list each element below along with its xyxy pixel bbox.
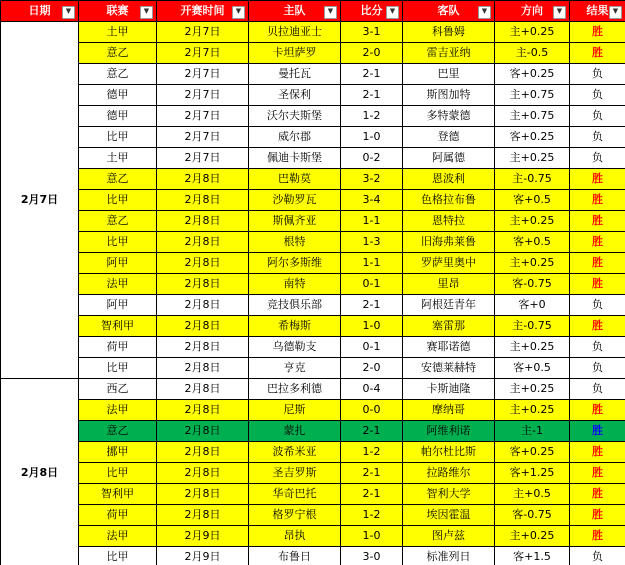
- cell-score: 3-0: [341, 547, 403, 565]
- cell-away-team: 登德: [403, 127, 495, 148]
- cell-direction: 客+0.5: [495, 358, 570, 379]
- cell-kickoff-time: 2月7日: [157, 127, 249, 148]
- cell-league: 法甲: [79, 274, 157, 295]
- cell-league: 德甲: [79, 85, 157, 106]
- cell-away-team: 埃因霍温: [403, 505, 495, 526]
- cell-result: 胜: [570, 232, 625, 253]
- cell-home-team: 华奇巴托: [249, 484, 341, 505]
- cell-home-team: 亨克: [249, 358, 341, 379]
- cell-away-team: 色格拉布鲁: [403, 190, 495, 211]
- table-row[interactable]: [1, 64, 625, 85]
- column-header-kickoff-time[interactable]: [157, 1, 249, 22]
- cell-kickoff-time: 2月8日: [157, 463, 249, 484]
- cell-away-team: 阿维利诺: [403, 421, 495, 442]
- cell-league: 比甲: [79, 127, 157, 148]
- cell-away-team: 多特蒙德: [403, 106, 495, 127]
- cell-score: 0-0: [341, 400, 403, 421]
- cell-score: 1-0: [341, 526, 403, 547]
- cell-result: 胜: [570, 211, 625, 232]
- table-row[interactable]: [1, 463, 625, 484]
- cell-direction: 主+0.25: [495, 211, 570, 232]
- cell-league: 法甲: [79, 400, 157, 421]
- cell-result: 负: [570, 547, 625, 565]
- cell-result: 胜: [570, 316, 625, 337]
- cell-direction: 客-0.75: [495, 274, 570, 295]
- cell-away-team: 阿属德: [403, 148, 495, 169]
- cell-home-team: 根特: [249, 232, 341, 253]
- cell-kickoff-time: 2月8日: [157, 232, 249, 253]
- cell-direction: 主+0.25: [495, 148, 570, 169]
- cell-home-team: 圣保利: [249, 85, 341, 106]
- cell-score: 1-2: [341, 505, 403, 526]
- cell-away-team: 摩纳哥: [403, 400, 495, 421]
- cell-home-team: 佩迪卡斯堡: [249, 148, 341, 169]
- cell-score: 2-1: [341, 463, 403, 484]
- table-row[interactable]: [1, 421, 625, 442]
- table-row[interactable]: [1, 43, 625, 64]
- cell-direction: 客+1.25: [495, 463, 570, 484]
- cell-away-team: 罗萨里奥中: [403, 253, 495, 274]
- cell-direction: 客+0.25: [495, 64, 570, 85]
- cell-score: 0-1: [341, 337, 403, 358]
- cell-result: 胜: [570, 421, 625, 442]
- cell-home-team: 曼托瓦: [249, 64, 341, 85]
- cell-kickoff-time: 2月8日: [157, 442, 249, 463]
- cell-home-team: 圣吉罗斯: [249, 463, 341, 484]
- date-group-cell: 2月8日: [1, 379, 79, 565]
- cell-result: 负: [570, 64, 625, 85]
- cell-score: 2-1: [341, 295, 403, 316]
- cell-score: 0-4: [341, 379, 403, 400]
- cell-away-team: 图卢兹: [403, 526, 495, 547]
- cell-league: 德甲: [79, 106, 157, 127]
- cell-league: 荷甲: [79, 337, 157, 358]
- cell-score: 1-2: [341, 106, 403, 127]
- cell-result: 负: [570, 337, 625, 358]
- cell-home-team: 阿尔多斯维: [249, 253, 341, 274]
- cell-kickoff-time: 2月8日: [157, 358, 249, 379]
- table-row[interactable]: [1, 148, 625, 169]
- cell-league: 土甲: [79, 148, 157, 169]
- table-row[interactable]: [1, 442, 625, 463]
- cell-score: 1-0: [341, 127, 403, 148]
- cell-result: 负: [570, 295, 625, 316]
- cell-home-team: 卡坦萨罗: [249, 43, 341, 64]
- date-group-cell: 2月7日: [1, 22, 79, 379]
- cell-direction: 主-1: [495, 421, 570, 442]
- filter-dropdown-icon[interactable]: ▼: [609, 6, 622, 19]
- cell-home-team: 沙勒罗瓦: [249, 190, 341, 211]
- cell-score: 2-1: [341, 421, 403, 442]
- column-header-league[interactable]: [79, 1, 157, 22]
- cell-away-team: 恩特拉: [403, 211, 495, 232]
- cell-direction: 主-0.75: [495, 169, 570, 190]
- cell-direction: 主+0.25: [495, 253, 570, 274]
- cell-league: 挪甲: [79, 442, 157, 463]
- column-header-date[interactable]: [1, 1, 79, 22]
- column-header-date-label: 日期: [28, 4, 51, 17]
- cell-score: 1-3: [341, 232, 403, 253]
- table-row[interactable]: [1, 211, 625, 232]
- cell-score: 1-0: [341, 316, 403, 337]
- cell-direction: 主+0.25: [495, 400, 570, 421]
- cell-direction: 主+0.75: [495, 106, 570, 127]
- table-row[interactable]: [1, 526, 625, 547]
- cell-home-team: 昂执: [249, 526, 341, 547]
- cell-league: 比甲: [79, 547, 157, 565]
- column-header-home-team[interactable]: [249, 1, 341, 22]
- cell-kickoff-time: 2月7日: [157, 22, 249, 43]
- cell-league: 阿甲: [79, 295, 157, 316]
- cell-kickoff-time: 2月7日: [157, 106, 249, 127]
- table-row[interactable]: [1, 190, 625, 211]
- table-row[interactable]: [1, 22, 625, 43]
- cell-home-team: 蒙扎: [249, 421, 341, 442]
- cell-league: 智利甲: [79, 484, 157, 505]
- cell-kickoff-time: 2月8日: [157, 484, 249, 505]
- cell-kickoff-time: 2月8日: [157, 190, 249, 211]
- cell-home-team: 希梅斯: [249, 316, 341, 337]
- cell-kickoff-time: 2月8日: [157, 274, 249, 295]
- filter-dropdown-icon[interactable]: ▼: [140, 6, 153, 19]
- cell-league: 法甲: [79, 526, 157, 547]
- cell-league: 比甲: [79, 358, 157, 379]
- filter-dropdown-icon[interactable]: ▼: [324, 6, 337, 19]
- cell-direction: 客+0.5: [495, 232, 570, 253]
- cell-away-team: 斯图加特: [403, 85, 495, 106]
- cell-away-team: 拉路维尔: [403, 463, 495, 484]
- cell-league: 比甲: [79, 232, 157, 253]
- cell-league: 意乙: [79, 211, 157, 232]
- cell-league: 智利甲: [79, 316, 157, 337]
- table-row[interactable]: [1, 484, 625, 505]
- cell-away-team: 巴里: [403, 64, 495, 85]
- cell-kickoff-time: 2月9日: [157, 547, 249, 565]
- table-row[interactable]: [1, 505, 625, 526]
- filter-dropdown-icon[interactable]: ▼: [62, 6, 75, 19]
- table-row[interactable]: [1, 400, 625, 421]
- cell-score: 2-0: [341, 358, 403, 379]
- column-header-result-label: 结果: [586, 4, 609, 17]
- cell-score: 2-1: [341, 484, 403, 505]
- cell-direction: 主-0.75: [495, 316, 570, 337]
- table-row[interactable]: [1, 85, 625, 106]
- cell-kickoff-time: 2月8日: [157, 400, 249, 421]
- cell-result: 胜: [570, 274, 625, 295]
- cell-direction: 客+0.5: [495, 190, 570, 211]
- column-header-home-team-label: 主队: [283, 4, 306, 17]
- cell-score: 1-2: [341, 442, 403, 463]
- cell-result: 胜: [570, 22, 625, 43]
- cell-away-team: 恩波利: [403, 169, 495, 190]
- cell-league: 比甲: [79, 190, 157, 211]
- cell-direction: 主-0.5: [495, 43, 570, 64]
- cell-home-team: 斯佩齐亚: [249, 211, 341, 232]
- cell-direction: 主+0.25: [495, 526, 570, 547]
- cell-kickoff-time: 2月7日: [157, 64, 249, 85]
- cell-direction: 主+0.25: [495, 22, 570, 43]
- filter-dropdown-icon[interactable]: ▼: [386, 6, 399, 19]
- cell-score: 1-1: [341, 211, 403, 232]
- header-row: [1, 1, 625, 22]
- cell-direction: 客+0.25: [495, 127, 570, 148]
- column-header-away-team-label: 客队: [437, 4, 460, 17]
- cell-result: 胜: [570, 400, 625, 421]
- table-row[interactable]: [1, 127, 625, 148]
- table-row[interactable]: [1, 358, 625, 379]
- cell-kickoff-time: 2月8日: [157, 316, 249, 337]
- cell-league: 西乙: [79, 379, 157, 400]
- cell-kickoff-time: 2月8日: [157, 505, 249, 526]
- cell-away-team: 科鲁姆: [403, 22, 495, 43]
- cell-result: 胜: [570, 43, 625, 64]
- cell-result: 负: [570, 106, 625, 127]
- cell-home-team: 波希米亚: [249, 442, 341, 463]
- cell-result: 负: [570, 127, 625, 148]
- cell-score: 1-1: [341, 253, 403, 274]
- cell-direction: 主+0.5: [495, 484, 570, 505]
- cell-kickoff-time: 2月8日: [157, 421, 249, 442]
- cell-score: 2-0: [341, 43, 403, 64]
- cell-score: 0-2: [341, 148, 403, 169]
- cell-league: 土甲: [79, 22, 157, 43]
- cell-direction: 主+0.25: [495, 337, 570, 358]
- table-row[interactable]: [1, 232, 625, 253]
- cell-kickoff-time: 2月8日: [157, 295, 249, 316]
- cell-home-team: 沃尔夫斯堡: [249, 106, 341, 127]
- cell-result: 胜: [570, 169, 625, 190]
- table-row[interactable]: [1, 316, 625, 337]
- column-header-direction[interactable]: [495, 1, 570, 22]
- table-row[interactable]: [1, 106, 625, 127]
- cell-kickoff-time: 2月7日: [157, 85, 249, 106]
- column-header-result[interactable]: [570, 1, 625, 22]
- column-header-kickoff-time-label: 开赛时间: [180, 4, 225, 17]
- cell-direction: 客+0.25: [495, 442, 570, 463]
- table-row[interactable]: [1, 295, 625, 316]
- cell-kickoff-time: 2月7日: [157, 43, 249, 64]
- cell-home-team: 南特: [249, 274, 341, 295]
- cell-league: 意乙: [79, 421, 157, 442]
- cell-kickoff-time: 2月8日: [157, 253, 249, 274]
- table-row[interactable]: [1, 337, 625, 358]
- cell-result: 负: [570, 379, 625, 400]
- cell-away-team: 旧海弗莱鲁: [403, 232, 495, 253]
- cell-result: 胜: [570, 253, 625, 274]
- cell-direction: 主+0.25: [495, 379, 570, 400]
- cell-league: 意乙: [79, 64, 157, 85]
- table-row[interactable]: [1, 274, 625, 295]
- cell-result: 胜: [570, 463, 625, 484]
- cell-kickoff-time: 2月8日: [157, 211, 249, 232]
- cell-score: 2-1: [341, 85, 403, 106]
- column-header-away-team[interactable]: [403, 1, 495, 22]
- cell-result: 胜: [570, 526, 625, 547]
- cell-direction: 客+0: [495, 295, 570, 316]
- cell-away-team: 里昂: [403, 274, 495, 295]
- column-header-direction-label: 方向: [521, 4, 543, 17]
- cell-result: 负: [570, 148, 625, 169]
- cell-result: 负: [570, 85, 625, 106]
- cell-away-team: 阿根廷青年: [403, 295, 495, 316]
- cell-home-team: 威尔郡: [249, 127, 341, 148]
- filter-dropdown-icon[interactable]: ▼: [232, 6, 245, 19]
- cell-kickoff-time: 2月9日: [157, 526, 249, 547]
- filter-dropdown-icon[interactable]: ▼: [553, 6, 566, 19]
- table-row[interactable]: [1, 169, 625, 190]
- cell-direction: 主+0.75: [495, 85, 570, 106]
- cell-home-team: 贝拉迪亚士: [249, 22, 341, 43]
- cell-home-team: 巴勒莫: [249, 169, 341, 190]
- cell-score: 3-2: [341, 169, 403, 190]
- column-header-score-label: 比分: [360, 4, 383, 17]
- cell-home-team: 竞技俱乐部: [249, 295, 341, 316]
- cell-kickoff-time: 2月8日: [157, 379, 249, 400]
- cell-away-team: 安德莱赫特: [403, 358, 495, 379]
- cell-score: 3-4: [341, 190, 403, 211]
- cell-direction: 客+1.5: [495, 547, 570, 565]
- cell-home-team: 巴拉多利德: [249, 379, 341, 400]
- column-header-score[interactable]: [341, 1, 403, 22]
- cell-home-team: 格罗宁根: [249, 505, 341, 526]
- cell-kickoff-time: 2月8日: [157, 337, 249, 358]
- filter-dropdown-icon[interactable]: ▼: [478, 6, 491, 19]
- cell-away-team: 雷吉亚纳: [403, 43, 495, 64]
- cell-score: 2-1: [341, 64, 403, 85]
- cell-league: 比甲: [79, 463, 157, 484]
- table-row[interactable]: [1, 379, 625, 400]
- cell-result: 胜: [570, 442, 625, 463]
- table-body: [1, 22, 625, 565]
- table-header: [1, 1, 625, 22]
- cell-home-team: 尼斯: [249, 400, 341, 421]
- cell-score: 3-1: [341, 22, 403, 43]
- cell-away-team: 标准列日: [403, 547, 495, 565]
- cell-league: 意乙: [79, 169, 157, 190]
- cell-result: 负: [570, 358, 625, 379]
- cell-direction: 客-0.75: [495, 505, 570, 526]
- cell-home-team: 布鲁日: [249, 547, 341, 565]
- cell-league: 意乙: [79, 43, 157, 64]
- table-row[interactable]: [1, 253, 625, 274]
- cell-away-team: 卡斯迪隆: [403, 379, 495, 400]
- cell-league: 阿甲: [79, 253, 157, 274]
- table-row[interactable]: [1, 547, 625, 565]
- cell-kickoff-time: 2月7日: [157, 148, 249, 169]
- cell-away-team: 智利大学: [403, 484, 495, 505]
- cell-kickoff-time: 2月8日: [157, 169, 249, 190]
- cell-result: 胜: [570, 505, 625, 526]
- column-header-league-label: 联赛: [106, 4, 129, 17]
- cell-away-team: 赛耶诺德: [403, 337, 495, 358]
- cell-league: 荷甲: [79, 505, 157, 526]
- cell-away-team: 塞雷那: [403, 316, 495, 337]
- cell-home-team: 乌德勒支: [249, 337, 341, 358]
- cell-result: 胜: [570, 484, 625, 505]
- cell-away-team: 帕尔杜比斯: [403, 442, 495, 463]
- cell-result: 胜: [570, 190, 625, 211]
- cell-score: 0-1: [341, 274, 403, 295]
